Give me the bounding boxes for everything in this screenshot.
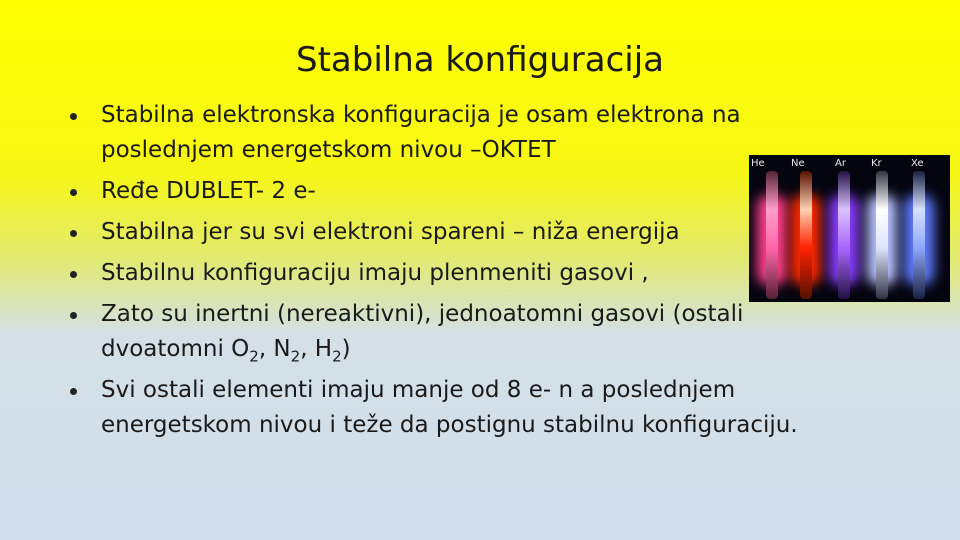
tube-xe xyxy=(913,171,925,299)
bullet-item xyxy=(70,215,840,250)
tube-ar xyxy=(838,171,850,299)
bullet-text: Stabilnu konfiguraciju imaju plenmeniti gasovi , xyxy=(101,260,649,286)
bullet-dot xyxy=(70,113,77,120)
text-run: , N xyxy=(258,336,291,362)
bullet-dot xyxy=(70,230,77,237)
noble-gas-tubes-image xyxy=(749,155,950,302)
bullet-text: Ređe DUBLET- 2 e- xyxy=(101,178,316,204)
bullet-dot xyxy=(70,312,77,319)
bullet-dot xyxy=(70,189,77,196)
subscript: 2 xyxy=(290,347,301,366)
bullet-text: Svi ostali elementi imaju manje od 8 e- n a poslednjem energetskom nivou i teže da postignu stabilnu konfiguraciju. xyxy=(101,377,798,438)
bullet-text xyxy=(101,301,744,366)
bullet-item xyxy=(70,256,840,291)
slide-title: Stabilna konfiguracija xyxy=(295,40,665,80)
bullet-item xyxy=(70,373,840,443)
gas-label-xe: Xe xyxy=(911,158,924,169)
bullet-text: Stabilna jer su svi elektroni spareni – niža energija xyxy=(101,219,680,245)
text-run: , H xyxy=(300,336,333,362)
tube-ne xyxy=(800,171,812,299)
tube-kr xyxy=(876,171,888,299)
tube-he xyxy=(766,171,778,299)
text-run: Zato su inertni (nereaktivni), jednoatomni gasovi (ostali dvoatomni O xyxy=(101,301,744,362)
gas-label-ar: Ar xyxy=(835,158,846,169)
text-run: ) xyxy=(341,336,351,362)
bullet-text: Stabilna elektronska konfiguracija je osam elektrona na poslednjem energetskom nivou –OKTET xyxy=(101,102,741,163)
bullet-item xyxy=(70,297,840,367)
gas-label-ne: Ne xyxy=(791,158,805,169)
gas-label-he: He xyxy=(751,158,765,169)
bullet-item xyxy=(70,98,840,168)
gas-label-kr: Kr xyxy=(871,158,882,169)
bullet-dot xyxy=(70,271,77,278)
bullet-item xyxy=(70,174,840,209)
bullet-dot xyxy=(70,388,77,395)
bullet-list xyxy=(70,98,840,449)
subscript: 2 xyxy=(332,347,342,366)
subscript: 2 xyxy=(249,347,259,366)
